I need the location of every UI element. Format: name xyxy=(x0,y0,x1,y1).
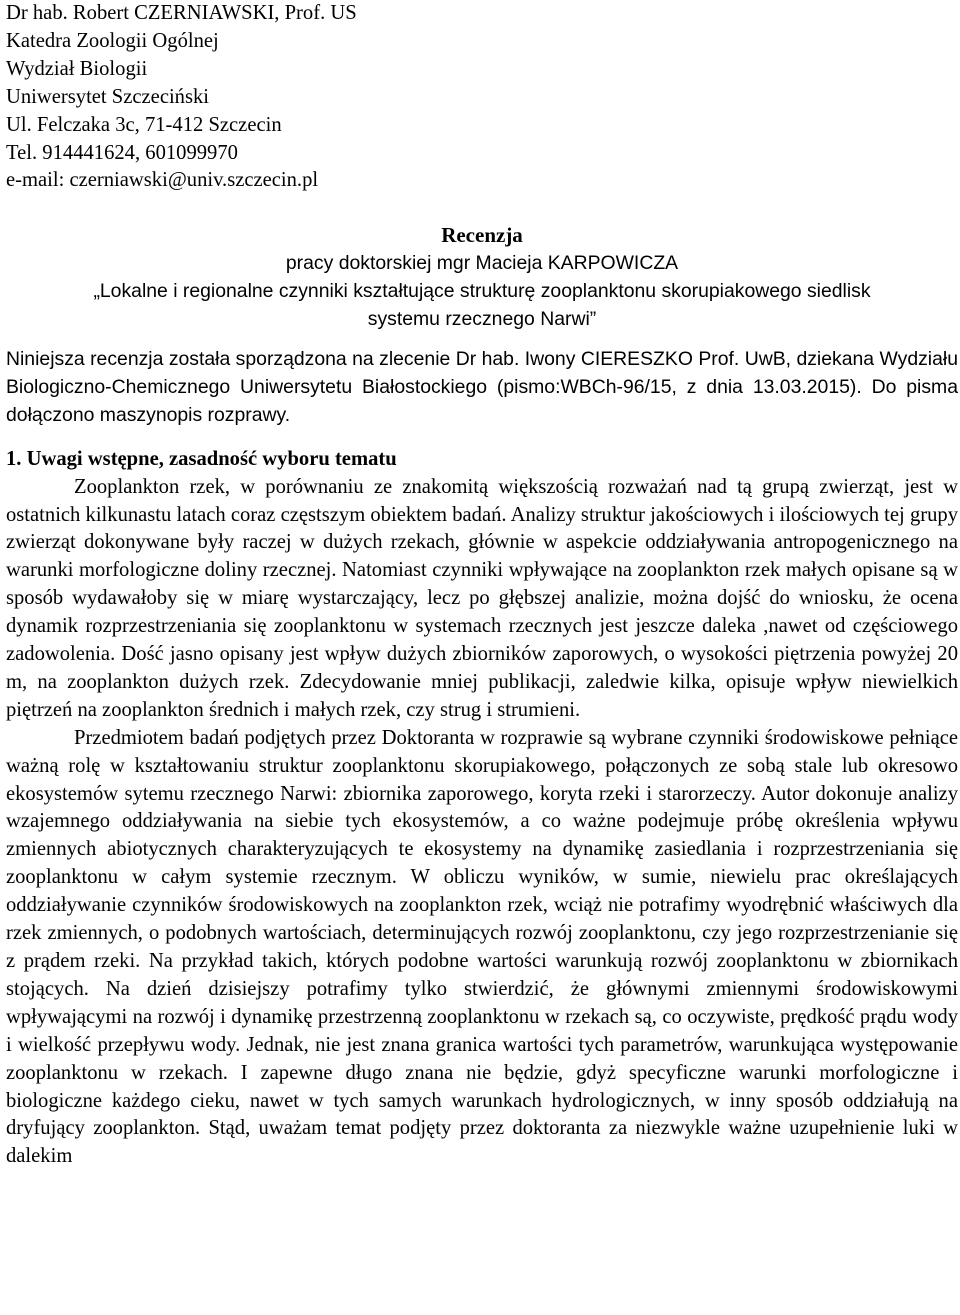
sender-street: Ul. Felczaka 3c, 71-412 Szczecin xyxy=(6,113,282,136)
review-subtitle: pracy doktorskiej mgr Macieja KARPOWICZA xyxy=(285,252,679,275)
review-title-block xyxy=(6,222,958,334)
sender-address-block xyxy=(6,0,958,195)
sender-department: Katedra Zoologii Ogólnej xyxy=(6,29,219,52)
sender-phone: Tel. 914441624, 601099970 xyxy=(6,141,238,164)
thesis-title-line-1: „Lokalne i regionalne czynniki kształtujące strukturę zooplanktonu skorupiakowego siedlisk xyxy=(93,280,871,303)
sender-name: Dr hab. Robert CZERNIAWSKI, Prof. US xyxy=(6,2,357,24)
section-1-heading: 1. Uwagi wstępne, zasadność wyboru tematu xyxy=(6,447,397,470)
review-document xyxy=(6,0,958,1171)
section-1-paragraph-2: Przedmiotem badań podjętych przez Doktoranta w rozprawie są wybrane czynniki środowiskowe pełniące ważną rolę w kształtowaniu struktur zooplanktonu skorupiakowego, połączonych ze sobą stale lub okresowo ekosystemów sytemu rzecznego Narwi: zbiornika zaporowego, koryta rzeki i starorzeczy. Autor dokonuje analizy wzajemnego oddziaływania na siebie tych ekosystemów, a co ważne podejmuje próbę określenia wpływu zmiennych abiotycznych charakteryzujących te ekosystemy na dynamikę zasiedlania i rozprzestrzeniania się zooplanktonu w całym systemie rzecznym. W obliczu wyników, w sumie, niewielu prac określających oddziaływanie czynników środowiskowych na zooplankton rzek, wciąż nie potrafimy wyodrębnić właściwych dla rzek zmiennych, o podobnych wartościach, determinujących rozwój zooplanktonu, czy jego rozprzestrzenianie się z prądem rzeki. Na przykład takich, których podobne wartości warunkują rozwój zooplanktonu w zbiornikach stojących. Na dzień dzisiejszy potrafimy tylko stwierdzić, że głównymi zmiennymi środowiskowymi wpływającymi na rozwój i dynamikę przestrzenną zooplanktonu w rzekach są, co oczywiste, prędkość prądu wody i wielkość przepływu wody. Jednak, nie jest znana granica wartości tych parametrów, warunkująca występowanie zooplanktonu w rzekach. I zapewne długo znana nie będzie, gdyż specyficzne warunki morfologiczne i biologiczne każdego cieku, nawet w tych samych warunkach hydrologicznych, w inny sposób oddziałują na dryfujący zooplankton. Stąd, uważam temat podjęty przez doktoranta za niezwykle ważne uzupełnienie luki w dalekim xyxy=(6,726,958,1168)
sender-university: Uniwersytet Szczeciński xyxy=(6,85,210,108)
sender-faculty: Wydział Biologii xyxy=(6,57,148,80)
intro-paragraph: Niniejsza recenzja została sporządzona na zlecenie Dr hab. Iwony CIERESZKO Prof. UwB, dziekana Wydziału Biologiczno-Chemicznego Uniwersytetu Białostockiego (pismo:WBCh-96/15, z dnia 13.03.2015). Do pisma dołączono maszynopis rozprawy. xyxy=(6,347,958,426)
sender-email: e-mail: czerniawski@univ.szczecin.pl xyxy=(6,169,319,192)
review-heading: Recenzja xyxy=(441,223,523,248)
thesis-title-line-2: systemu rzecznego Narwi” xyxy=(367,308,597,331)
section-1-paragraph-1: Zooplankton rzek, w porównaniu ze znakomitą większością rozważań nad tą grupą zwierząt, jest w ostatnich kilkunastu latach coraz częstszym obiektem badań. Analizy struktur jakościowych i ilościowych tej grupy zwierząt dokonywane były raczej w dużych rzekach, głównie w aspekcie oddziaływania antropogenicznego na warunki morfologiczne doliny rzecznej. Natomiast czynniki wpływające na zooplankton rzek małych opisane są w sposób wydawałoby się w miarę wystarczający, lecz po głębszej analizie, można dojść do wniosku, że ocena dynamik rozprzestrzeniania się zooplanktonu w systemach rzecznych jest jeszcze daleka ,nawet od częściowego zadowolenia. Dość jasno opisany jest wpływ dużych zbiorników zaporowych, o wysokości piętrzenia powyżej 20 m, na zooplankton dużych rzek. Zdecydowanie mniej publikacji, zaledwie kilka, opisuje wpływ niewielkich piętrzeń na zooplankton średnich i małych rzek, czy strug i strumieni. xyxy=(6,475,958,721)
